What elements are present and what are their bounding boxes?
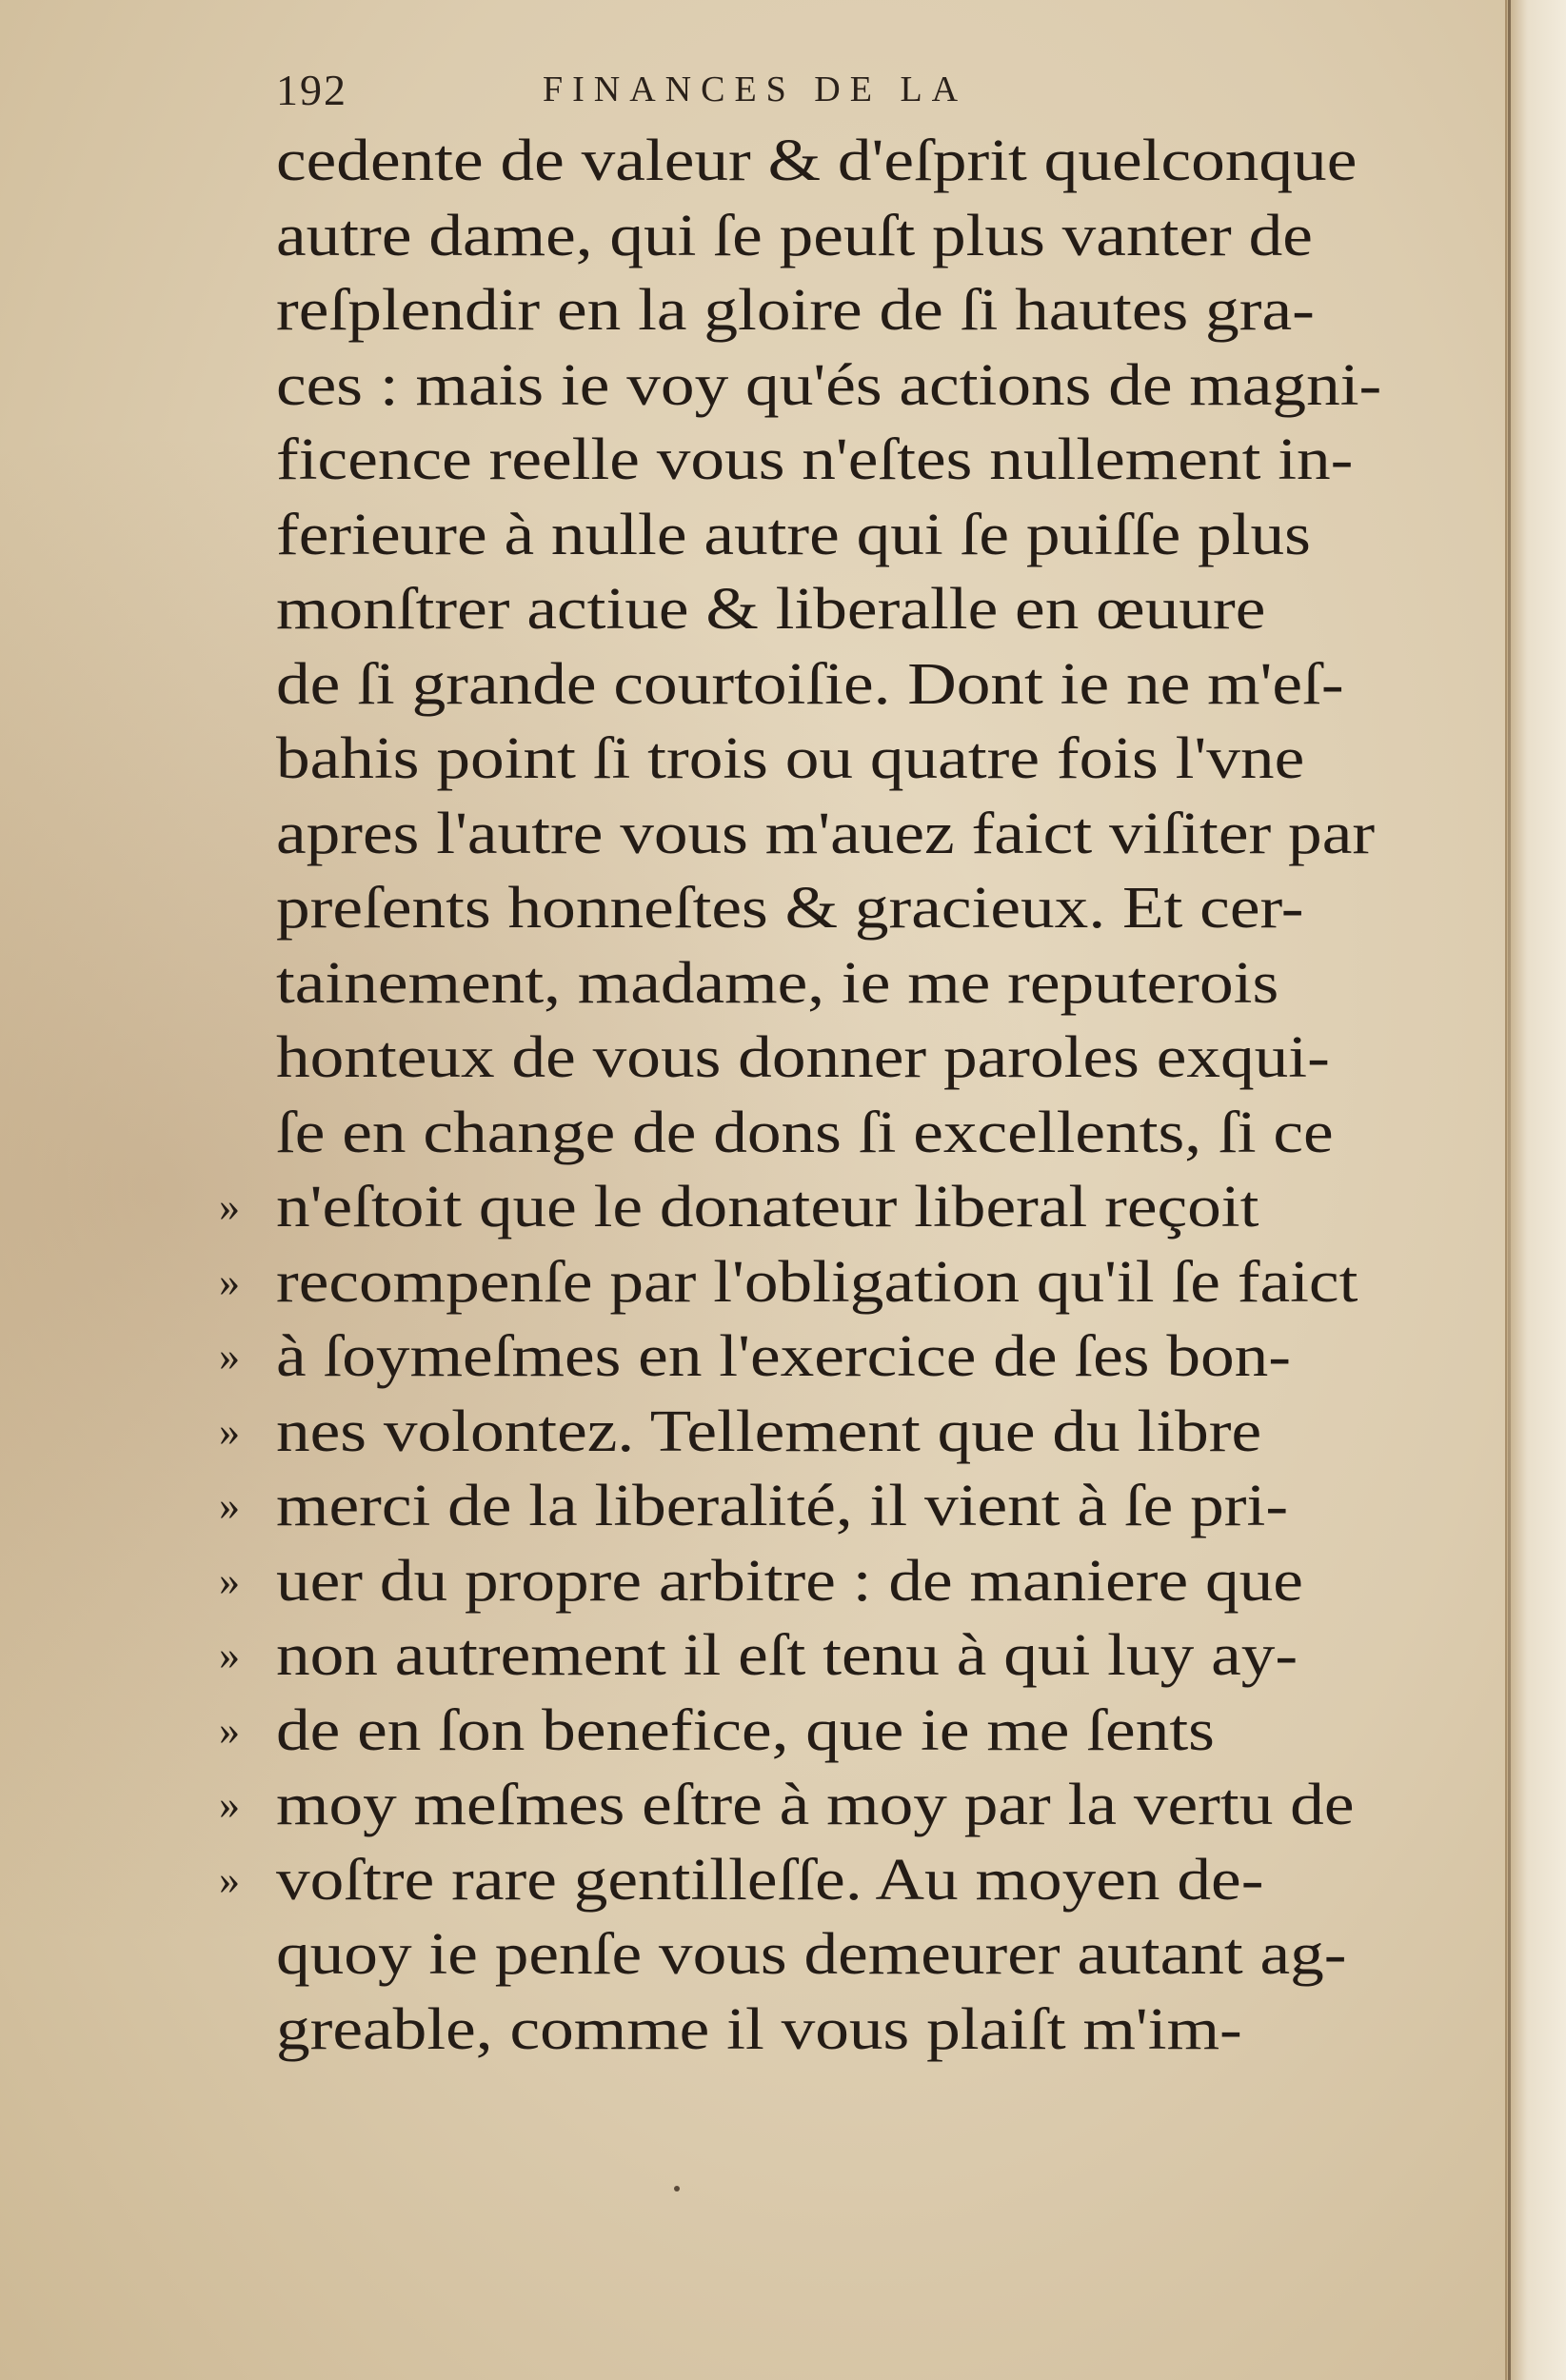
text-line bbox=[276, 1096, 1390, 1171]
line-text: ſe en change de dons ſi excellents, ſi ce bbox=[276, 1100, 1334, 1165]
text-line bbox=[276, 1021, 1390, 1096]
line-text: ficence reelle vous n'eſtes nullement in- bbox=[276, 427, 1354, 492]
text-line bbox=[276, 199, 1390, 274]
quotation-marker: » bbox=[219, 1258, 236, 1305]
page-header bbox=[276, 57, 1228, 124]
line-text: cedente de valeur & d'eſprit quelconque bbox=[276, 129, 1358, 193]
ink-speck bbox=[674, 2186, 680, 2192]
text-line bbox=[219, 1618, 1390, 1694]
line-text: non autrement il eſt tenu à qui luy ay- bbox=[276, 1623, 1298, 1688]
line-text: merci de la liberalité, il vient à ſe pri- bbox=[276, 1474, 1289, 1538]
line-text: tainement, madame, ie me reputerois bbox=[276, 950, 1279, 1016]
text-line bbox=[219, 1544, 1390, 1619]
text-line bbox=[219, 1843, 1390, 1918]
text-line bbox=[276, 124, 1390, 199]
line-text: preſents honneſtes & gracieux. Et cer- bbox=[276, 876, 1304, 941]
line-text: reſplendir en la gloire de ſi hautes gra- bbox=[276, 278, 1315, 343]
line-text: uer du propre arbitre : de maniere que bbox=[276, 1548, 1303, 1614]
line-text: ferieure à nulle autre qui ſe puiſſe plus bbox=[276, 502, 1311, 567]
text-line bbox=[219, 1245, 1390, 1320]
line-text: à ſoymeſmes en l'exercice de ſes bon- bbox=[276, 1324, 1292, 1389]
text-line bbox=[276, 273, 1390, 348]
quotation-marker: » bbox=[219, 1183, 236, 1230]
line-text: de ſi grande courtoiſie. Dont ie ne m'eſ- bbox=[276, 651, 1344, 717]
text-line bbox=[276, 946, 1390, 1021]
text-line bbox=[276, 572, 1390, 647]
text-line bbox=[219, 1395, 1390, 1470]
line-text: bahis point ſi trois ou quatre fois l'vne bbox=[276, 726, 1305, 791]
line-text: n'eſtoit que le donateur liberal reçoit bbox=[276, 1175, 1259, 1240]
line-text: moy meſmes eſtre à moy par la vertu de bbox=[276, 1773, 1355, 1837]
line-text: honteux de vous donner paroles exqui- bbox=[276, 1025, 1330, 1090]
quotation-marker: » bbox=[219, 1557, 236, 1604]
page-number: 192 bbox=[276, 66, 347, 114]
quotation-marker: » bbox=[219, 1333, 236, 1379]
text-line bbox=[276, 423, 1390, 498]
line-text: monſtrer actiue & liberalle en œuure bbox=[276, 577, 1266, 642]
text-line bbox=[219, 1319, 1390, 1395]
text-line bbox=[276, 647, 1390, 723]
text-line bbox=[219, 1469, 1390, 1544]
line-text: apres l'autre vous m'auez faict viſiter par bbox=[276, 801, 1376, 866]
quotation-marker: » bbox=[219, 1482, 236, 1529]
line-text: recompenſe par l'obligation qu'il ſe faict bbox=[276, 1249, 1358, 1315]
text-line bbox=[219, 1768, 1390, 1843]
line-text: autre dame, qui ſe peuſt plus vanter de bbox=[276, 203, 1313, 268]
text-line bbox=[219, 1170, 1390, 1245]
text-line bbox=[276, 1993, 1390, 2068]
body-text bbox=[219, 124, 1390, 2067]
line-text: de en ſon benefice, que ie me ſents bbox=[276, 1697, 1215, 1763]
line-text: quoy ie penſe vous demeurer autant ag- bbox=[276, 1922, 1347, 1987]
quotation-marker: » bbox=[219, 1855, 236, 1903]
book-gutter bbox=[1505, 0, 1566, 2380]
quotation-marker: » bbox=[219, 1781, 236, 1828]
line-text: ces : mais ie voy qu'és actions de magni- bbox=[276, 352, 1382, 418]
line-text: greable, comme il vous plaiſt m'im- bbox=[276, 1996, 1242, 2062]
text-line bbox=[276, 1917, 1390, 1993]
line-text: nes volontez. Tellement que du libre bbox=[276, 1398, 1262, 1464]
text-line bbox=[276, 498, 1390, 573]
gutter-edge bbox=[1508, 0, 1511, 2380]
text-line bbox=[219, 1694, 1390, 1769]
running-title: FINANCES DE LA bbox=[543, 69, 968, 109]
line-text: voſtre rare gentilleſſe. Au moyen de- bbox=[276, 1847, 1264, 1913]
quotation-marker: » bbox=[219, 1706, 236, 1754]
text-line bbox=[276, 871, 1390, 946]
text-line bbox=[276, 797, 1390, 872]
text-line bbox=[276, 348, 1390, 424]
quotation-marker: » bbox=[219, 1632, 236, 1678]
text-line bbox=[276, 722, 1390, 797]
quotation-marker: » bbox=[219, 1407, 236, 1455]
